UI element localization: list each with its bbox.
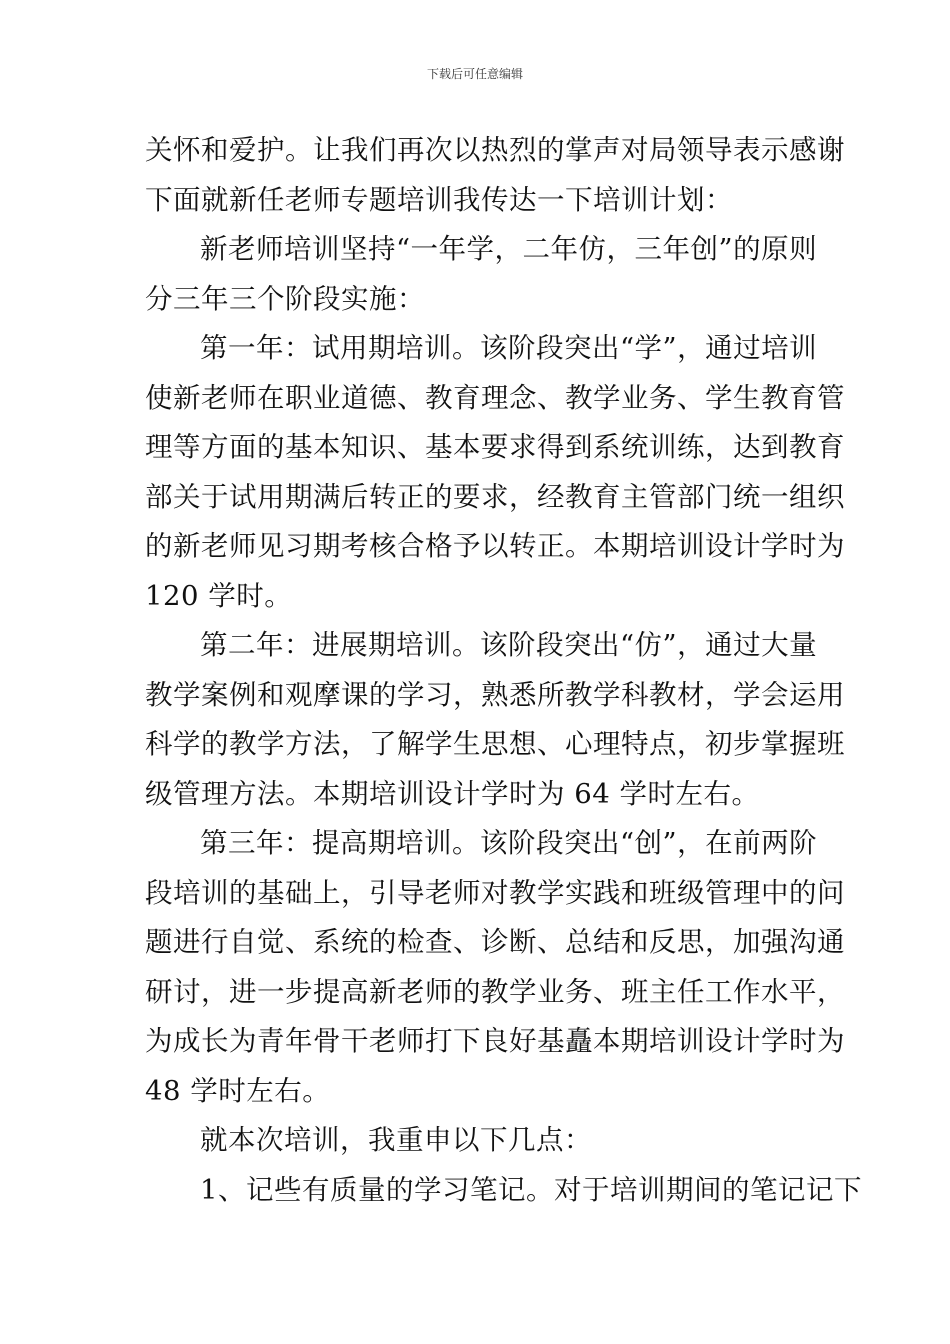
text-line: 分三年三个阶段实施： (145, 282, 425, 315)
text-line: 120 学时。 (145, 579, 293, 612)
text-line: 为成长为青年骨干老师打下良好基矗本期培训设计学时为 (145, 1025, 845, 1057)
text-line: 的新老师见习期考核合格予以转正。本期培训设计学时为 (145, 530, 845, 562)
text-line: 使新老师在职业道德、教育理念、教学业务、学生教育管 (145, 381, 845, 414)
paragraph-start-line: 第三年：提高期培训。该阶段突出“创”，在前两阶 (200, 827, 818, 859)
paragraph-start-line: 就本次培训，我重申以下几点： (200, 1124, 592, 1156)
paragraph-start-line: 第一年：试用期培训。该阶段突出“学”，通过培训 (200, 332, 818, 364)
text-line: 级管理方法。本期培训设计学时为 64 学时左右。 (145, 777, 760, 810)
text-line: 段培训的基础上，引导老师对教学实践和班级管理中的问 (145, 876, 845, 909)
text-line: 下面就新任老师专题培训我传达一下培训计划： (145, 183, 733, 216)
text-line: 教学案例和观摩课的学习，熟悉所教学科教材，学会运用 (145, 678, 845, 711)
paragraph-start-line: 1、记些有质量的学习笔记。对于培训期间的笔记记下 (200, 1173, 862, 1206)
text-line: 48 学时左右。 (145, 1074, 331, 1107)
text-line: 部关于试用期满后转正的要求，经教育主管部门统一组织 (145, 480, 845, 513)
text-line: 题进行自觉、系统的检查、诊断、总结和反思，加强沟通 (145, 926, 845, 958)
text-line: 研讨，进一步提高新老师的教学业务、班主任工作水平， (145, 975, 845, 1008)
text-line: 关怀和爱护。让我们再次以热烈的掌声对局领导表示感谢 (145, 134, 845, 166)
paragraph-start-line: 第二年：进展期培训。该阶段突出“仿”，通过大量 (200, 629, 818, 661)
document-body (145, 126, 862, 1215)
text-line: 科学的教学方法，了解学生思想、心理特点，初步掌握班 (145, 728, 845, 760)
text-line: 理等方面的基本知识、基本要求得到系统训练，达到教育 (145, 431, 845, 463)
paragraph-start-line: 新老师培训坚持“一年学，二年仿，三年创”的原则 (200, 233, 818, 265)
page-header: 下载后可任意编辑 (426, 67, 523, 81)
